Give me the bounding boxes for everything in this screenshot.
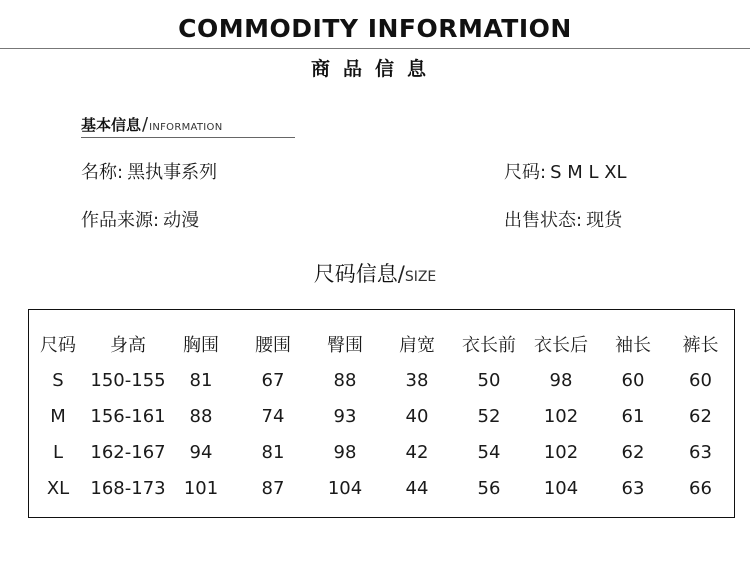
table-cell: 74	[261, 405, 285, 427]
table-cell: 42	[405, 441, 429, 463]
table-cell: 102	[543, 441, 579, 463]
basic-info-heading	[81, 114, 223, 135]
size-label: 尺码:	[504, 162, 547, 183]
table-cell: 94	[189, 441, 213, 463]
table-cell: 104	[543, 477, 579, 499]
size-info-heading-cn: 尺码信息	[313, 262, 398, 286]
name-label: 名称:	[81, 162, 124, 183]
table-cell: L	[52, 441, 64, 463]
column-header: 衣长后	[534, 335, 588, 356]
table-cell: 56	[477, 477, 501, 499]
size-info-heading-en: SIZE	[404, 269, 437, 285]
table-cell: 50	[477, 369, 501, 391]
table-cell: 67	[261, 369, 285, 391]
table-cell: 87	[261, 477, 285, 499]
status-field	[504, 206, 622, 232]
column-header: 衣长前	[462, 335, 516, 356]
size-info-heading-slash: /	[397, 262, 405, 286]
table-cell: 63	[689, 441, 712, 463]
size-value: S M L XL	[550, 162, 627, 183]
table-cell: 150-155	[90, 369, 166, 391]
name-value: 黑执事系列	[127, 162, 218, 183]
table-cell: 162-167	[90, 441, 166, 463]
table-cell: 98	[549, 369, 573, 391]
table-cell: 38	[405, 369, 429, 391]
status-label: 出售状态:	[504, 210, 583, 231]
column-header: 袖长	[615, 335, 651, 356]
source-field	[81, 206, 199, 232]
column-header: 臀围	[327, 335, 363, 356]
size-field	[504, 158, 627, 184]
table-cell: 81	[261, 441, 285, 463]
column-header: 裤长	[682, 335, 719, 356]
size-info-heading	[0, 258, 750, 288]
column-header: 身高	[110, 335, 146, 356]
table-cell: 52	[477, 405, 501, 427]
page-title-en: COMMODITY INFORMATION	[178, 14, 572, 43]
source-label: 作品来源:	[81, 210, 160, 231]
table-cell: 40	[405, 405, 429, 427]
page-title-cn: 商品信息	[310, 58, 439, 80]
table-cell: 104	[327, 477, 363, 499]
name-field	[81, 158, 217, 184]
table-cell: 156-161	[90, 405, 166, 427]
basic-info-heading-en: INFORMATION	[149, 122, 223, 133]
table-cell: 168-173	[90, 477, 166, 499]
column-header: 肩宽	[399, 335, 435, 356]
column-header: 腰围	[255, 335, 291, 356]
table-cell: 93	[333, 405, 357, 427]
table-cell: 63	[621, 477, 645, 499]
table-cell: 62	[689, 405, 712, 427]
table-cell: 60	[621, 369, 645, 391]
table-header-row	[29, 326, 736, 362]
table-cell: 62	[621, 441, 645, 463]
table-row	[29, 434, 736, 470]
column-header: 胸围	[183, 335, 219, 356]
table-cell: 102	[543, 405, 579, 427]
table-cell: S	[52, 369, 64, 391]
table-cell: 54	[477, 441, 501, 463]
table-cell: 88	[333, 369, 357, 391]
table-cell: 66	[689, 477, 712, 499]
table-cell: 98	[333, 441, 357, 463]
table-row	[29, 362, 736, 398]
size-table-grid	[29, 326, 736, 506]
table-cell: XL	[46, 477, 70, 499]
table-row	[29, 470, 736, 506]
source-value: 动漫	[163, 210, 200, 231]
basic-info-heading-slash: /	[142, 114, 149, 135]
table-row	[29, 398, 736, 434]
table-cell: 60	[689, 369, 712, 391]
table-cell: 88	[189, 405, 213, 427]
size-table	[28, 309, 735, 518]
column-header: 尺码	[40, 335, 76, 356]
table-cell: 101	[183, 477, 219, 499]
table-cell: 44	[405, 477, 429, 499]
table-cell: M	[50, 405, 66, 427]
table-cell: 61	[621, 405, 645, 427]
basic-info-divider	[81, 137, 295, 138]
title-divider	[0, 48, 750, 49]
table-cell: 81	[189, 369, 213, 391]
basic-info-heading-cn: 基本信息	[81, 116, 142, 134]
status-value: 现货	[586, 210, 623, 231]
